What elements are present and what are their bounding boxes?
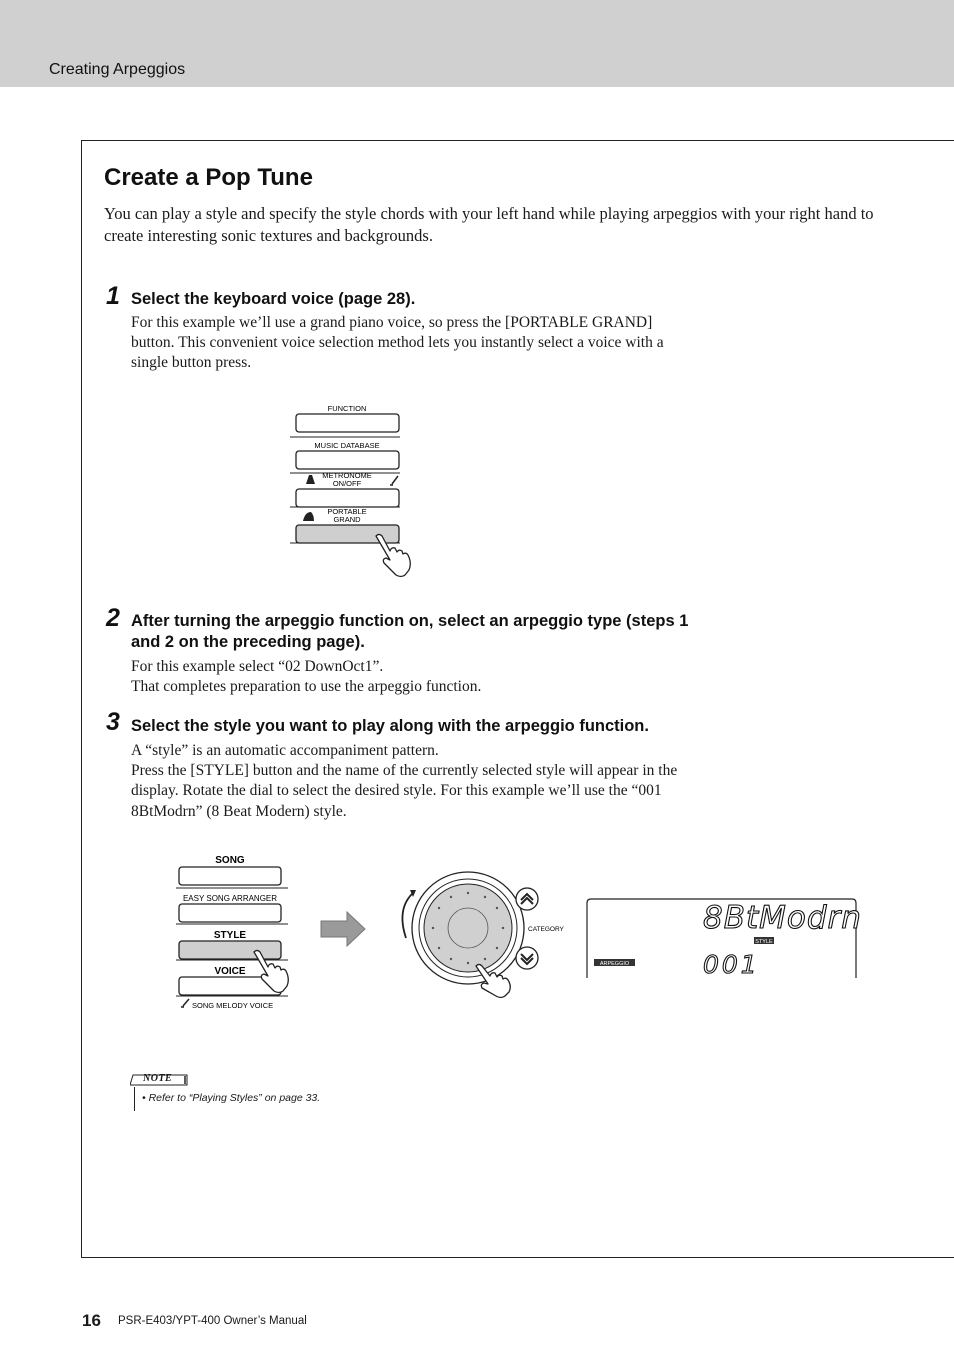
note-label: NOTE [143,1073,173,1084]
step-3-body-line: Press the [STYLE] button and the name of the currently selected style will appear in the [131,762,678,780]
dial[interactable] [412,872,524,984]
category-down-button[interactable] [516,947,538,969]
song-melody-voice-label: SONG MELODY VOICE [192,1001,274,1010]
portable-label-2: GRAND [333,515,361,524]
metronome-label-2: ON/OFF [332,479,362,488]
note-rule [134,1087,135,1111]
style-indicator-text: STYLE [755,939,773,945]
arrow-right-icon [321,912,365,946]
panel-buttons-figure [285,400,420,580]
grand-piano-icon [303,512,314,521]
step-1-number: 1 [106,282,120,310]
category-label: CATEGORY [528,926,564,933]
step-3-heading: Select the style you want to play along with the arpeggio function. [131,717,649,735]
style-selection-figure [170,845,870,1015]
easy-song-arranger-label: EASY SONG ARRANGER [182,894,278,903]
manual-title: PSR-E403/YPT-400 Owner’s Manual [118,1315,307,1327]
note-icon [390,476,398,485]
step-3-body-line: 8BtModrn” (8 Beat Modern) style. [131,802,347,820]
metronome-icon [306,475,315,484]
step-2-body-line: That completes preparation to use the arpeggio function. [131,678,482,696]
page-number: 16 [82,1311,101,1330]
step-3-number: 3 [106,708,120,736]
note-icon [181,999,189,1007]
section-header: Creating Arpeggios [49,61,186,78]
step-2-heading-line: After turning the arpeggio function on, select an arpeggio type (steps 1 [131,612,689,630]
intro-paragraph: You can play a style and specify the style chords with your left hand while playing arpeggios with your right hand to create interesting sonic textures and backgrounds. [104,204,874,245]
display-style-number: 001 [703,950,760,979]
step-2-number: 2 [106,604,120,632]
metronome-label-1: METRONOME [322,471,372,480]
step-2-heading [131,611,688,653]
step-3-body-line: A “style” is an automatic accompaniment pattern. [131,742,439,759]
function-button[interactable] [296,414,399,432]
step-1-body-line: button. This convenient voice selection method lets you instantly select a voice with a [131,334,664,352]
step-1-heading: Select the keyboard voice (page 28). [131,290,416,308]
note-text: • Refer to “Playing Styles” on page 33. [142,1092,321,1104]
step-2-body [131,657,741,697]
style-label: STYLE [213,930,247,941]
page-title: Create a Pop Tune [104,164,313,191]
voice-label: VOICE [214,966,246,977]
step-1-body [131,313,741,374]
portable-label-1: PORTABLE [327,507,367,516]
step-3-body [131,741,741,822]
music-database-label: MUSIC DATABASE [314,441,380,450]
metronome-button[interactable] [296,489,399,507]
song-button[interactable] [179,867,281,885]
song-label: SONG [215,855,245,866]
arpeggio-indicator-text: ARPEGGIO [599,961,630,967]
easy-song-arranger-button[interactable] [179,904,281,922]
step-1-body-line: single button press. [131,354,252,372]
step-3-body-line: display. Rotate the dial to select the desired style. For this example we’ll use the “001 [131,782,662,800]
function-label: FUNCTION [327,404,367,413]
music-database-button[interactable] [296,451,399,469]
step-2-heading-line: and 2 on the preceding page). [131,633,365,651]
display-style-name: 8BtModrn [703,900,862,936]
step-1-body-line: For this example we’ll use a grand piano voice, so press the [PORTABLE GRAND] [131,314,653,331]
style-button[interactable] [179,941,281,959]
step-2-body-line: For this example select “02 DownOct1”. [131,658,384,675]
